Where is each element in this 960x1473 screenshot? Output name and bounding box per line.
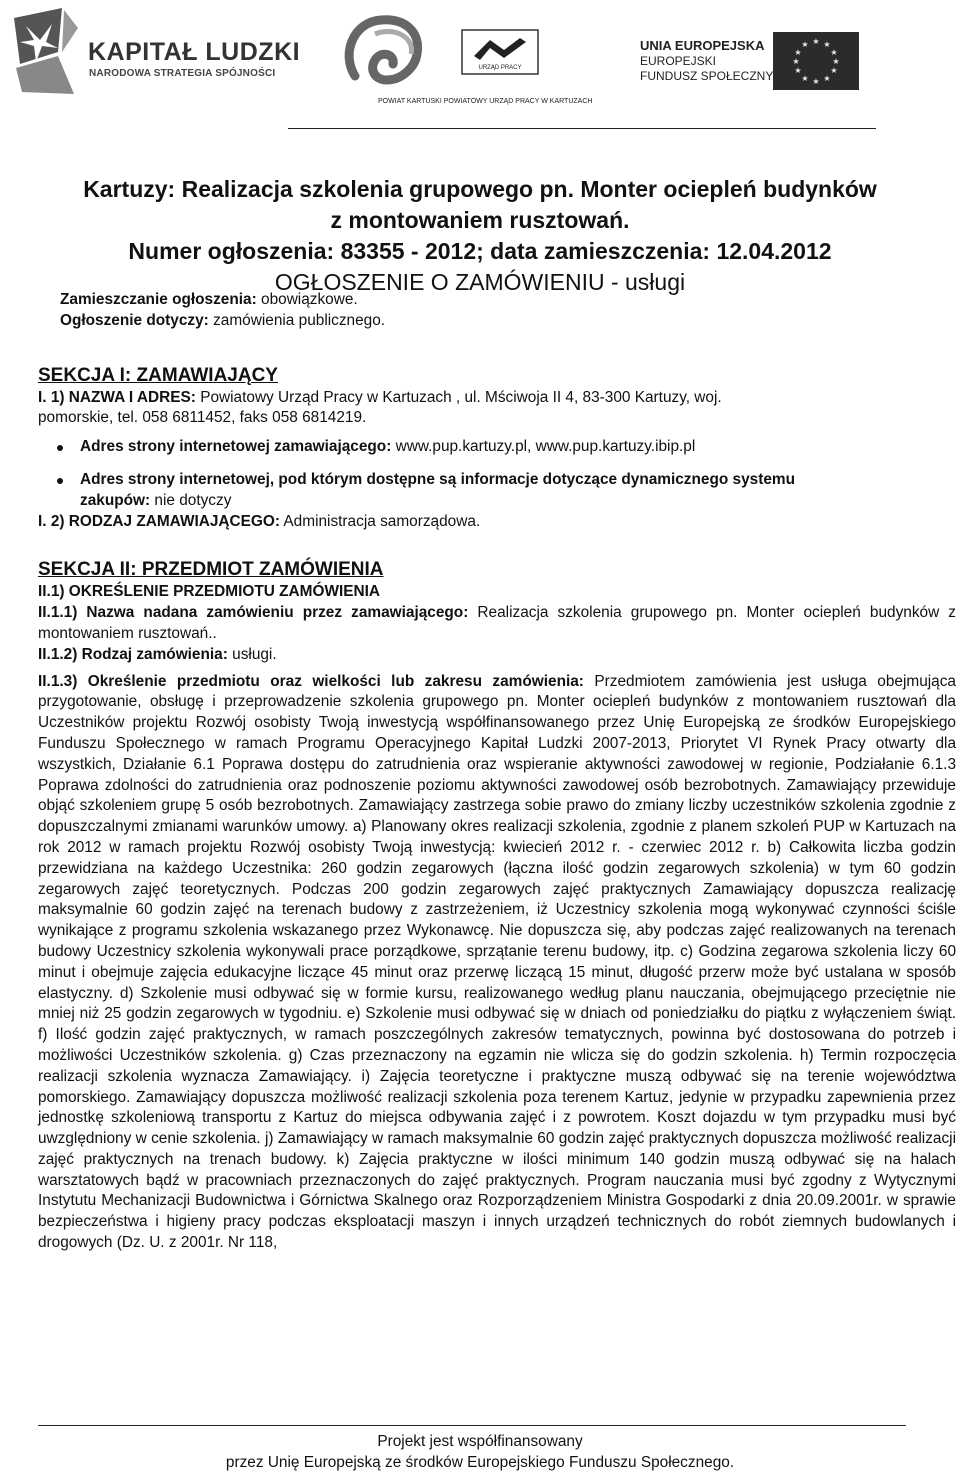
svg-text:★: ★ — [823, 74, 831, 83]
ue-line-2: EUROPEJSKI — [640, 54, 717, 68]
footer-line-2: przez Unię Europejską ze środków Europejskiego Funduszu Społecznego. — [225, 1454, 735, 1471]
svg-text:★: ★ — [823, 40, 831, 49]
header-divider — [288, 128, 876, 129]
bullet-dot — [57, 445, 63, 451]
svg-text:★: ★ — [812, 37, 820, 46]
footer-divider — [38, 1425, 906, 1426]
meta-dotyczy — [60, 311, 956, 332]
przedmiot-nazwa-label: II.1.1) Nazwa nadana zamówieniu przez zamawiającego: — [38, 604, 469, 622]
bullet-www — [60, 437, 956, 458]
notice-type: OGŁOSZENIE O ZAMÓWIENIU - usługi — [274, 269, 686, 295]
svg-text:★: ★ — [801, 40, 809, 49]
kapital-ludzki-logo — [12, 8, 301, 94]
rodzaj-zamawiajacego-value: Administracja samorządowa. — [283, 512, 481, 530]
bullet-dot — [57, 478, 63, 484]
przedmiot-opis-value: Przedmiotem zamówienia jest usługa obejmująca przygotowanie, obsługę i przeprowadzenie szkolenia grupowego pn. Monter ociepleń budynków z montowaniem rusztowań dla Uczestników projektu Rozwój osobisty Twoją inwestycją współfinansowanego przez Unię Europejską ze środków Europejskiego Funduszu Społecznego w ramach Programu Operacyjnego Kapitał Ludzki 2007-2013, Priorytet VI Rynek Pracy otwarty dla wszystkich, Działanie 6.1 Poprawa dostępu do zatrudnienia oraz wspieranie aktywności zawodowej w regionie, Podziałanie 6.1.3 Poprawa zdolności do zatrudnienia oraz podnoszenie poziomu aktywności zawodowej osób bezrobotnych. Zamawiający przewiduje objąć szkoleniem grupę 5 osób bezrobotnych. Zamawiający zastrzega sobie prawo do zmiany liczby uczestników szkolenia zgodnie z dopuszczalnymi zmianami warunków umowy. a) Planowany okres realizacji szkolenia, zgodnie z planem szkoleń PUP w Kartuzach na rok 2012 w ramach projektu Rozwój osobisty Twoją inwestycją: kwiecień 2012 r. - czerwiec 2012 r. b) Całkowita liczba godzin przewidziana na każdego Uczestnika: 260 godzin zegarowych (łączna ilość godzin zegarowych szkolenia) w tym 60 godzin zegarowych zajęć teoretycznych. Podczas 200 godzin zegarowych zajęć praktycznych Zamawiający dopuszcza realizację maksymalnie 60 godzin zajęć na terenach budowy z zastrzeżeniem, iż Uczestnicy szkolenia mogą wykonywać czynności ściśle wynikające z programu szkolenia wskazanego przez Wykonawcę. Nie dopuszcza się, aby podczas zajęć realizowanych na terenach budowy Uczestnicy szkolenia wykonywali prace porządkowe, sprzątanie terenu budowy, itp. c) Godzina zegarowa szkolenia liczy 60 minut i obejmuje zajęcia edukacyjne liczące 45 minut oraz przerwę liczącą 15 minut, długość przerw może być ustalana w sposób elastyczny. d) Szkolenie musi odbywać się w formie kursu, realizowanego według planu nauczania, obejmującego przeciętnie nie mniej niż 25 godzin zegarowych w tygodniu. e) Szkolenie musi odbywać się w dniach od poniedziałku do piątku z wyłączeniem świąt. f) Ilość godzin zajęć praktycznych, w ramach poszczególnych zakresów tematycznych, powinna być dostosowana do potrzeb i możliwości Uczestników szkolenia. g) Czas przeznaczony na egzamin nie wlicza się do godzin szkolenia. h) Termin rozpoczęcia realizacji szkolenia wyznacza Zamawiający. i) Zajęcia teoretyczne i praktyczne muszą odbywać się na terenie województwa pomorskiego. Zamawiający dopuszcza możliwość realizacji szkolenia poza terenem Kartuz, jedynie w przypadku zapewnienia przez jednostkę szkoleniową transportu z Kartuz do miejsca odbywania zajęć i z powrotem. Koszt dojazdu w tym przypadku musi być uwzględniony w cenie szkolenia. j) Zamawiający w ramach maksymalnie 60 godzin zajęć praktycznych dopuszcza możliwość realizacji zajęć praktycznych na trenach budowy. k) Zajęcia praktyczne w ilości minimum 140 godzin muszą odbywać się na halach warsztatowych bądź w pracowniach przeznaczonych do zajęć praktycznych. Program nauczania musi być zgodny z Wytycznymi Instytutu Mechanizacji Budownictwa i Górnictwa Skalnego oraz Rozporządzeniem Ministra Gospodarki z dnia 20.09.2001r. w sprawie bezpieczeństwa i higieny pracy podczas eksploatacji maszyn i innych urządzeń technicznych do robót ziemnych budowlanych i drogowych (Dz. U. z 2001r. Nr 118, — [38, 672, 956, 1252]
przedmiot-rodzaj — [38, 645, 956, 666]
notice-title-line-1: Kartuzy: Realizacja szkolenia grupowego pn. Monter ociepleń budynków — [83, 176, 877, 202]
notice-number: Numer ogłoszenia: 83355 - 2012; data zamieszczenia: 12.04.2012 — [128, 238, 832, 264]
footer-line-1: Projekt jest współfinansowany — [377, 1433, 583, 1450]
www-label: Adres strony internetowej zamawiającego: — [80, 438, 392, 456]
document-header — [0, 0, 960, 135]
przedmiot-rodzaj-label: II.1.2) Rodzaj zamówienia: — [38, 645, 228, 663]
przedmiot-nazwa — [38, 603, 956, 645]
urzad-pracy-label: URZĄD PRACY — [478, 65, 522, 71]
document-footer — [0, 1431, 960, 1473]
rodzaj-zamawiajacego-label: I. 2) RODZAJ ZAMAWIAJĄCEGO: — [38, 512, 280, 530]
notice-title-line-2: z montowaniem rusztowań. — [330, 207, 630, 233]
svg-text:★: ★ — [794, 66, 802, 75]
kapital-ludzki-title: KAPITAŁ LUDZKI — [88, 38, 301, 66]
dynamic-system-value: nie dotyczy — [154, 491, 232, 509]
meta-zamieszczanie-value: obowiązkowe. — [261, 291, 358, 308]
section-1-heading: SEKCJA I: ZAMAWIAJĄCY — [38, 364, 278, 386]
svg-text:★: ★ — [832, 57, 840, 66]
svg-text:★: ★ — [794, 48, 802, 57]
pup-caption: POWIAT KARTUSKI POWIATOWY URZĄD PRACY W KARTUZACH — [378, 98, 593, 105]
przedmiot-nazwa-value: Realizacja szkolenia grupowego pn. Monter ociepleń budynków z montowaniem rusztowań.. — [38, 604, 956, 642]
section-2-subheading: II.1) OKREŚLENIE PRZEDMIOTU ZAMÓWIENIA — [38, 583, 381, 601]
zamawiajacy-nazwa-label: I. 1) NAZWA I ADRES: — [38, 388, 196, 406]
section-2-heading: SEKCJA II: PRZEDMIOT ZAMÓWIENIA — [38, 559, 384, 581]
www-value[interactable]: www.pup.kartuzy.pl, www.pup.kartuzy.ibip.pl — [395, 438, 696, 456]
meta-zamieszczanie — [60, 290, 956, 311]
dynamic-system-label: Adres strony internetowej, pod którym dostępne są informacje dotyczące dynamicznego systemu — [80, 470, 795, 488]
urzad-pracy-logo — [460, 28, 540, 76]
ue-line-1: UNIA EUROPEJSKA — [640, 38, 765, 53]
zamawiajacy-nazwa — [38, 388, 956, 409]
svg-text:★: ★ — [812, 77, 820, 86]
rodzaj-zamawiajacego — [38, 512, 956, 533]
notice-body — [38, 290, 956, 1254]
svg-text:★: ★ — [801, 74, 809, 83]
svg-text:★: ★ — [792, 57, 800, 66]
przedmiot-opis — [38, 672, 956, 1254]
kapital-ludzki-subtitle: NARODOWA STRATEGIA SPÓJNOŚCI — [89, 68, 276, 79]
meta-dotyczy-label: Ogłoszenie dotyczy: — [60, 311, 209, 329]
svg-text:★: ★ — [830, 48, 838, 57]
dynamic-system-label-2: zakupów: — [80, 491, 151, 509]
powiat-kartuski-logo — [335, 14, 445, 94]
przedmiot-opis-label: II.1.3) Określenie przedmiotu oraz wielkości lub zakresu zamówienia: — [38, 672, 584, 690]
zamawiajacy-nazwa-value: Powiatowy Urząd Pracy w Kartuzach , ul. Mściwoja II 4, 83-300 Kartuzy, woj. — [200, 388, 722, 406]
eu-flag-icon — [773, 32, 859, 90]
zamawiajacy-kontakt: pomorskie, tel. 058 6811452, faks 058 6814219. — [38, 409, 367, 427]
bullet-dynamic-system — [60, 470, 956, 512]
notice-title-block — [30, 174, 930, 298]
svg-text:★: ★ — [830, 66, 838, 75]
kapital-ludzki-mark-icon — [12, 8, 80, 94]
ue-line-3: FUNDUSZ SPOŁECZNY — [640, 69, 774, 83]
meta-dotyczy-value: zamówienia publicznego. — [213, 311, 386, 329]
meta-zamieszczanie-label: Zamieszczanie ogłoszenia: — [60, 291, 257, 308]
przedmiot-rodzaj-value: usługi. — [232, 645, 277, 663]
ue-text-block — [640, 38, 773, 83]
